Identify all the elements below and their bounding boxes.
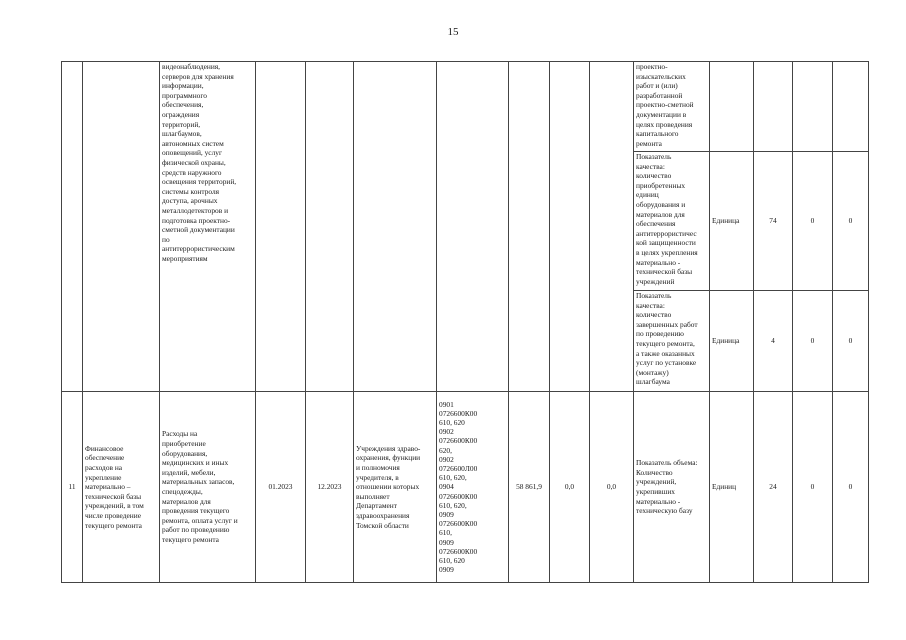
cell-value-1: 4 [754, 291, 793, 392]
cell-executor: Учреждения здраво- охранения, функции и полномочия учредителя, в отношении которых выполняет Департамент здравоохранения Томской области [354, 392, 437, 583]
cell-amount-1 [509, 62, 550, 392]
cell-name: Финансовое обеспечение расходов на укрепление материально – технической базы учреждений, в том числе проведение текущего ремонта [83, 392, 160, 583]
table-row [62, 392, 869, 583]
cell-indicator: Показатель качества: количество завершенных работ по проведению текущего ремонта, а также оказанных услуг по установке (монтажу) шлагбаума [634, 291, 710, 392]
cell-unit: Единица [710, 152, 754, 291]
cell-num: 11 [62, 392, 83, 583]
table-row [62, 62, 869, 152]
cell-unit: Единиц [710, 392, 754, 583]
cell-amount-1: 58 861,9 [509, 392, 550, 583]
cell-amount-3: 0,0 [590, 392, 634, 583]
cell-start: 01.2023 [256, 392, 306, 583]
cell-value-1: 74 [754, 152, 793, 291]
cell-value-2: 0 [793, 291, 833, 392]
cell-value-2: 0 [793, 392, 833, 583]
cell-expense: видеонаблюдения, серверов для хранения информации, программного обеспечения, ограждения территорий, шлагбаумов, автономных систем оповещений, услуг физической охраны, средств наружного освещения территорий, системы контроля доступа, арочных металлодетекторов и подготовка проектно- сметной документации по антитеррористическим мероприятиям [160, 62, 256, 392]
cell-executor [354, 62, 437, 392]
cell-unit: Единица [710, 291, 754, 392]
cell-num [62, 62, 83, 392]
cell-end: 12.2023 [306, 392, 354, 583]
cell-amount-2: 0,0 [550, 392, 590, 583]
cell-value-3: 0 [833, 392, 869, 583]
cell-value-3: 0 [833, 291, 869, 392]
cell-amount-2 [550, 62, 590, 392]
cell-codes [437, 62, 509, 392]
cell-codes: 0901 0726600К00 610, 620 0902 0726600К00 620, 0902 0726600Л00 610, 620, 0904 0726600К00 610, 620, 0909 0726600К00 610, 0909 0726600К00 610, 620 0909 [437, 392, 509, 583]
cell-value-1: 24 [754, 392, 793, 583]
cell-indicator: Показатель качества: количество приобретенных единиц оборудования и материалов для обеспечения антитеррористичес кой защищенности в целях укрепления материально - технической базы учреждений [634, 152, 710, 291]
cell-amount-3 [590, 62, 634, 392]
cell-expense: Расходы на приобретение оборудования, медицинских и иных изделий, мебели, материальных запасов, спецодежды, материалов для проведения текущего ремонта, оплата услуг и работ по проведению текущего ремонта [160, 392, 256, 583]
cell-value-1 [754, 62, 793, 152]
cell-value-2 [793, 62, 833, 152]
cell-name [83, 62, 160, 392]
page-number: 15 [447, 26, 459, 38]
cell-value-3: 0 [833, 152, 869, 291]
cell-value-3 [833, 62, 869, 152]
cell-value-2: 0 [793, 152, 833, 291]
cell-indicator: Показатель объема: Количество учреждений, укрепивших материально - техническую базу [634, 392, 710, 583]
program-table [61, 61, 869, 583]
cell-indicator: проектно- изыскательских работ и (или) разработанной проектно-сметной документации в целях проведения капитального ремонта [634, 62, 710, 152]
cell-unit [710, 62, 754, 152]
cell-start [256, 62, 306, 392]
cell-end [306, 62, 354, 392]
